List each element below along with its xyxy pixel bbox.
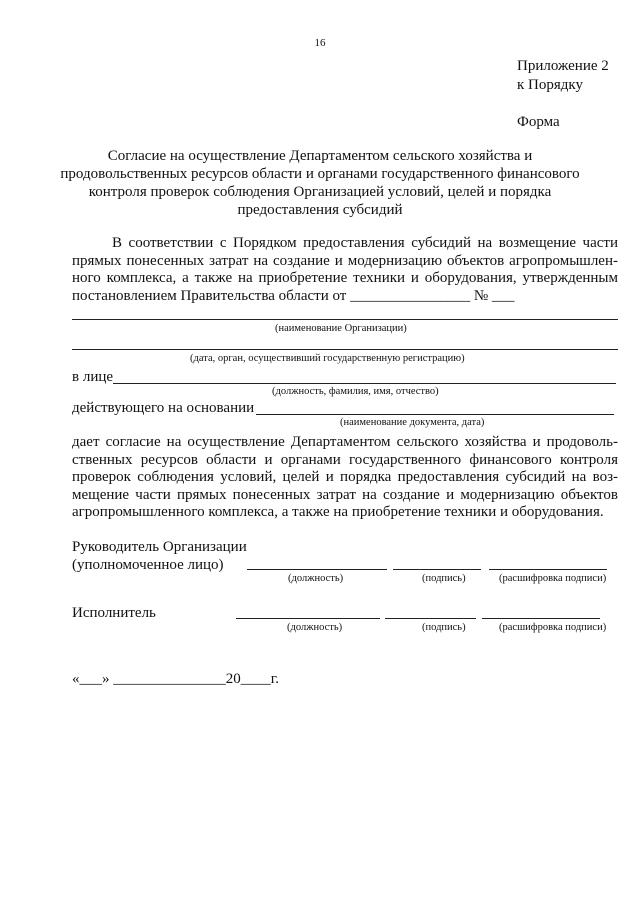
intro-paragraph [72,235,618,305]
in-person-line[interactable] [113,383,616,384]
organization-name-caption: (наименование Организации) [275,323,407,334]
head-position-line[interactable] [247,569,387,570]
consent-paragraph [72,434,618,522]
consent-line-2: ственных ресурсов области и органами государственного финансового контроля [72,451,618,468]
executor-decode-caption: (расшифровка подписи) [499,622,607,633]
registration-caption: (дата, орган, осуществивший государственную регистрацию) [190,353,465,364]
head-signature-line[interactable] [393,569,481,570]
date-line[interactable]: «___» _______________20____г. [72,671,279,687]
head-decode-line[interactable] [489,569,607,570]
acting-basis-label: действующего на основании [72,400,255,416]
consent-line-4: мещение части прямых понесенных затрат на создание и модернизацию объектов [72,486,618,503]
appendix-header [517,57,609,95]
executor-decode-line[interactable] [482,618,600,619]
head-label-1: Руководитель Организации [72,539,247,555]
acting-basis-caption: (наименование документа, дата) [340,417,485,428]
intro-line-4: постановлением Правительства области от ________________ № ___ [72,287,515,304]
executor-signature-caption: (подпись) [422,622,466,633]
head-position-caption: (должность) [288,573,344,584]
intro-line-1: В соответствии с Порядком предоставления субсидий на возмещение части [112,235,618,251]
head-decode-caption: (расшифровка подписи) [499,573,607,584]
registration-line[interactable] [72,349,618,350]
executor-position-line[interactable] [236,618,380,619]
appendix-line-1: Приложение 2 [517,58,609,74]
executor-position-caption: (должность) [287,622,343,633]
consent-line-5: агропромышленного комплекса, а также на приобретение техники и оборудования. [72,504,604,520]
appendix-line-2: к Порядку [517,77,583,93]
organization-name-line[interactable] [72,319,618,320]
form-label: Форма [517,114,560,130]
intro-line-3: ного комплекса, а также на приобретение техники и оборудования, утвержденным [72,270,618,286]
head-signature-caption: (подпись) [422,573,466,584]
consent-line-3: проверок соблюдения условий, целей и порядка предоставления субсидий на воз- [72,469,618,485]
acting-basis-line[interactable] [256,414,614,415]
executor-signature-line[interactable] [385,618,476,619]
document-title: Согласие на осуществление Департаментом сельского хозяйства и продовольственных ресурсов области и органами государственного финансового контроля проверок соблюдения Организацией условий, целей и порядка предоставления субсидий [60,148,580,218]
consent-line-1: дает согласие на осуществление Департаментом сельского хозяйства и продоволь- [72,434,618,450]
in-person-caption: (должность, фамилия, имя, отчество) [272,386,439,397]
intro-line-2: прямых понесенных затрат на создание и модернизацию объектов агропромышлен- [72,252,618,269]
head-label-2: (уполномоченное лицо) [72,557,224,573]
executor-label: Исполнитель [72,605,156,621]
page-number: 16 [314,37,326,49]
in-person-label: в лице [72,369,114,385]
